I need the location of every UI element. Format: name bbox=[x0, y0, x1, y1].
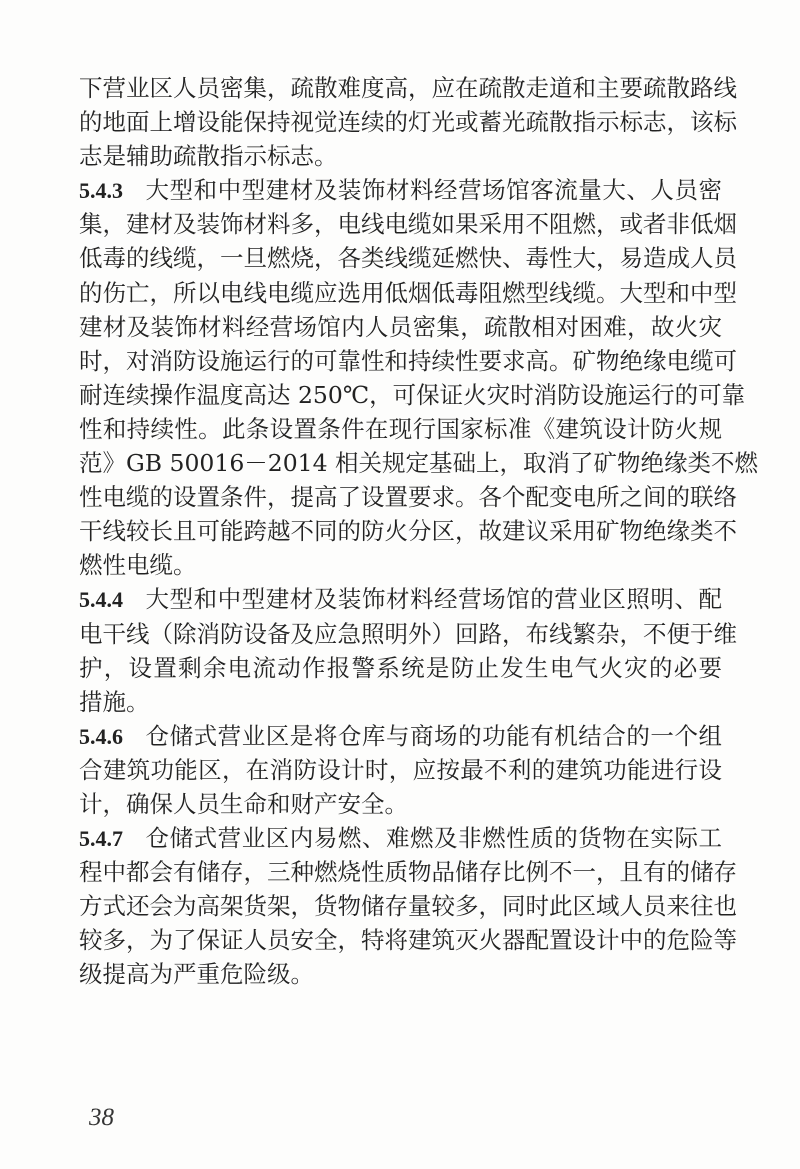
text-line bbox=[79, 821, 722, 855]
text-line bbox=[79, 514, 737, 548]
text-line bbox=[79, 71, 737, 105]
text-line bbox=[79, 651, 722, 685]
line-text: 范》GB 50016－2014 相关规定基础上，取消了矿物绝缘类不燃 bbox=[79, 449, 759, 478]
line-text: 仓储式营业区是将仓库与商场的功能有机结合的一个组 bbox=[145, 721, 722, 750]
text-line bbox=[79, 957, 722, 991]
line-text: 程中都会有储存，三种燃烧性质物品储存比例不一，且有的储存 bbox=[79, 858, 737, 887]
text-line bbox=[79, 889, 737, 923]
line-text: 措施。 bbox=[79, 687, 150, 716]
line-text: 集，建材及装饰材料多，电线电缆如果采用不阻燃，或者非低烟 bbox=[79, 210, 737, 239]
clause-number: 5.4.6 bbox=[79, 723, 123, 749]
text-line bbox=[79, 923, 737, 957]
text-line bbox=[79, 548, 722, 582]
line-text: 大型和中型建材及装饰材料经营场馆的营业区照明、配 bbox=[145, 585, 722, 614]
clause-number: 5.4.7 bbox=[79, 826, 123, 852]
text-line bbox=[79, 344, 737, 378]
line-text: 较多，为了保证人员安全，特将建筑灭火器配置设计中的危险等 bbox=[79, 926, 737, 955]
text-line bbox=[79, 446, 759, 480]
clause-5-4-7 bbox=[79, 821, 737, 991]
clause-5-4-6 bbox=[79, 719, 722, 821]
line-text: 电干线（除消防设备及应急照明外）回路，布线繁杂，不便于维 bbox=[79, 619, 737, 648]
text-line bbox=[79, 855, 737, 889]
clause-5-4-4 bbox=[79, 582, 737, 718]
line-text: 志是辅助疏散指示标志。 bbox=[79, 142, 338, 171]
line-text: 低毒的线缆，一旦燃烧，各类线缆延燃快、毒性大，易造成人员 bbox=[79, 244, 737, 273]
text-line bbox=[79, 173, 722, 207]
line-text: 耐连续操作温度高达 250℃，可保证火灾时消防设施运行的可靠 bbox=[79, 380, 746, 409]
text-line bbox=[79, 787, 722, 821]
line-text: 干线较长且可能跨越不同的防火分区，故建议采用矿物绝缘类不 bbox=[79, 517, 737, 546]
line-text: 级提高为严重危险级。 bbox=[79, 960, 314, 989]
line-text: 仓储式营业区内易燃、难燃及非燃性质的货物在实际工 bbox=[145, 824, 722, 853]
clause-number: 5.4.4 bbox=[79, 587, 123, 613]
text-line bbox=[79, 139, 722, 173]
text-line bbox=[79, 310, 722, 344]
text-line bbox=[79, 276, 737, 310]
text-line bbox=[79, 378, 746, 412]
line-text: 的伤亡，所以电线电缆应选用低烟低毒阻燃型线缆。大型和中型 bbox=[79, 278, 737, 307]
text-line bbox=[79, 685, 722, 719]
line-text: 的地面上增设能保持视觉连续的灯光或蓄光疏散指示标志，该标 bbox=[79, 108, 737, 137]
text-line bbox=[79, 241, 737, 275]
text-line bbox=[79, 719, 722, 753]
text-line bbox=[79, 105, 737, 139]
text-line bbox=[79, 617, 737, 651]
line-text: 燃性电缆。 bbox=[79, 551, 197, 580]
line-text: 性电缆的设置条件，提高了设置要求。各个配变电所之间的联络 bbox=[79, 483, 737, 512]
clause-5-4-3 bbox=[79, 173, 759, 582]
line-text: 方式还会为高架货架，货物储存量较多，同时此区域人员来往也 bbox=[79, 892, 737, 921]
line-text: 护，设置剩余电流动作报警系统是防止发生电气火灾的必要 bbox=[79, 653, 722, 682]
text-line bbox=[79, 412, 722, 446]
text-line bbox=[79, 753, 722, 787]
document-body bbox=[79, 71, 759, 992]
text-line bbox=[79, 480, 737, 514]
line-text: 下营业区人员密集，疏散难度高，应在疏散走道和主要疏散路线 bbox=[79, 74, 737, 102]
line-text: 计，确保人员生命和财产安全。 bbox=[79, 789, 408, 818]
page-number: 38 bbox=[89, 1104, 114, 1131]
text-line bbox=[79, 207, 737, 241]
text-line bbox=[79, 582, 722, 616]
line-text: 时，对消防设施运行的可靠性和持续性要求高。矿物绝缘电缆可 bbox=[79, 346, 737, 375]
paragraph-continued bbox=[79, 71, 737, 173]
line-text: 合建筑功能区，在消防设计时，应按最不利的建筑功能进行设 bbox=[79, 755, 722, 784]
line-text: 建材及装饰材料经营场馆内人员密集，疏散相对困难，故火灾 bbox=[79, 312, 722, 341]
clause-number: 5.4.3 bbox=[79, 178, 123, 204]
line-text: 大型和中型建材及装饰材料经营场馆客流量大、人员密 bbox=[145, 176, 722, 205]
line-text: 性和持续性。此条设置条件在现行国家标准《建筑设计防火规 bbox=[79, 414, 722, 443]
